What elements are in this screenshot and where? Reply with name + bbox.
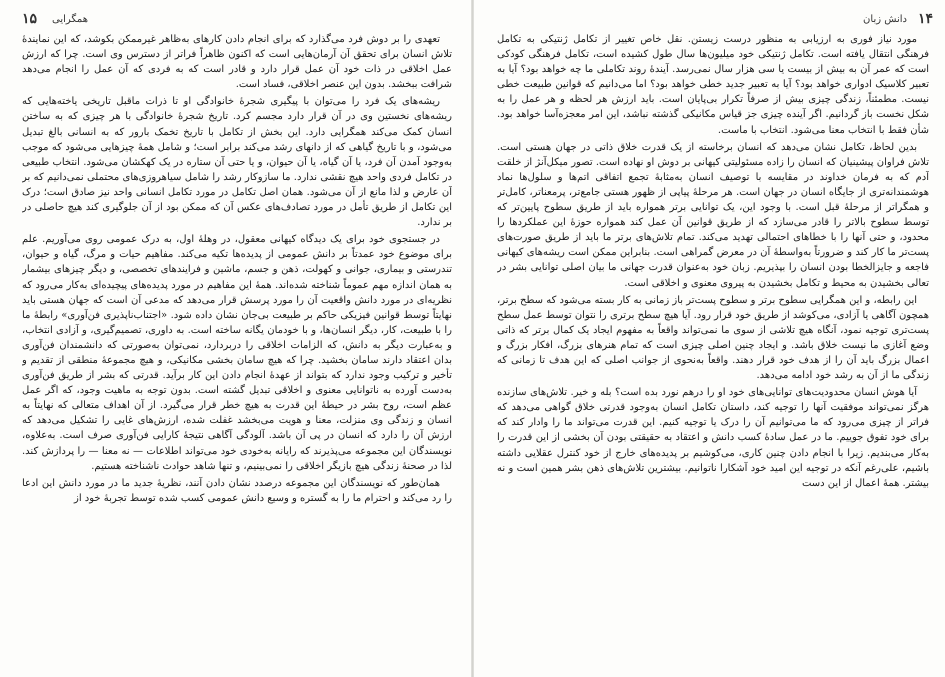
left-paragraph-4: همان‌طور که نویسندگان این مجموعه درصدد نشان دادن آنند، نظریهٔ جدید ما در مورد دانش این ادعا را رد می‌کند و احترام ما را به گستره و وسیع دانش عمومی کسب شده توسط تجربهٔ خود از bbox=[22, 477, 452, 504]
right-paragraph-3: این رابطه، و این همگرایی سطوح برتر و سطوح پست‌تر باز زمانی به کار بسته می‌شود که سطح برتر، همچون آگاهی یا آزادی، می‌کوشد از طریق خود قرار رود. آیا هیچ سطح برتری را نتوان توسط عمل سطح پست‌تری توجیه نمود، آنگاه هیچ تلاشی از سوی ما نمی‌تواند واقعاً به مفهوم ایجاد یک کمال برتر که ذاتی وضع آغازی ما نیست خلاق باشد. و ایجاد چنین اصلی چیزی است که تمام هنرهای بزرگ، افکار بزرگ و اعمال بزرگ باید آن را از هدف خود قرار دهند. واقعاً به‌نحوی از جوانب اصلی که این هدف تا زمانی که زندگی ما از آن به رشد خود ادامه می‌دهد. bbox=[497, 294, 929, 382]
right-page-number: ۱۴ bbox=[917, 11, 933, 27]
right-paragraph-2: بدین لحاظ، تکامل نشان می‌دهد که انسان برخاسته از یک قدرت خلاق ذاتی در جهان هستی است. تلاش فراوان پیشینیان که انسان را زاده مسئولیتی کیهانی بر دوش او نهاده است. تصور میکل‌آنژ از خلقت آدم که به فرمان خداوند در مقایسه با توصیف انسان به‌مثابهٔ تجمع اتفاقی اتم‌ها و سلول‌ها نماد هوشمندانه‌تری از جایگاه انسان در جهان است. هر مرحلهٔ پیاپی از ظهور هستی جامع‌تر، پرمعناتر، کامل‌تر و همگراتر از مرحلهٔ قبل است. با وجود این، یک توانایی برتر همواره باید از طریق سطوح پایین‌تر که توسط سطوح بالاتر را قادر می‌سازد که از طریق قوانین آن عمل کند همواره حوزهٔ این عملکردها را محدود، و حتی آنها را با خطاهای احتمالی تهدید می‌کند. تمام تلاش‌های برتر ما باید از طریق صورت‌های پست‌تر ما کار کند و ضرورتاً به‌واسطهٔ آن در معرض گمراهی است. بنابراین ممکن است ریشه‌های کیهانی فاجعه و جایزالخطا بودن انسان را بپذیریم. زبان خود به‌عنوان قدرت جهانی ما بیان اصلی توانایی بشر در تعالی بخشیدن به محیط و تکامل بخشیدن به پیروی معنوی و اخلاقی است. bbox=[497, 141, 929, 289]
right-running-head: دانش زبان bbox=[863, 14, 907, 25]
left-paragraph-3: در جستجوی خود برای یک دیدگاه کیهانی معقول، در وهلهٔ اول، به درک عمومی روی می‌آوریم. علم برای موضوع خود عمدتاً بر دانش عمومی از پدیده‌ها تکیه می‌کند. مفاهیم حیات و مرگ، گیاه و حیوان، تندرستی و بیماری، جوانی و کهولت، ذهن و جسم، ماشین و فرایندهای تخصصی، و دیگر چیزهای بیشمار به همان اندازه مهم عموماً شناخته شده‌اند. همهٔ این مفاهیم در مورد پدیده‌های پیچیده‌ای به‌کار می‌رود که نظریه‌ای در مورد دانش واقعیت آن را مورد پرسش قرار می‌دهد که مدعی آن است که جهان هستی باید نهایتاً توسط قوانین فیزیکی حاکم بر طبیعت بی‌جان نشان داده شود. «اجتناب‌ناپذیری فن‌آوری» رابطهٔ ما را با طبیعت، کار، دیگر انسان‌ها، و با خودمان یگانه ساخته است. به داوری، تصمیم‌گیری، و آزادی انتخاب، و به‌عبارت دیگر به دانش، که الزامات اخلاقی را دربردارد، نمی‌توان به‌صورتی که دانشمندان فن‌آوری بدان اعتقاد دارند سامان بخشید. چرا که هیچ سامان بخشی مکانیکی، و هیچ مجموعهٔ منطقی از تقدیم و تأخیر و ترکیب وجود ندارد که بتواند از عهدهٔ انجام دادن این کار برآید. قدرتی که بشر از طریق فن‌آوری به‌دست آورده به ناتوانایی معنوی و اخلاقی تبدیل گشته است. بدون توجه به ماهیت وجود، که اگر عمل عظم است، روح بشر در حیطهٔ این قدرت به هیچ خطر قرار می‌گیرد. از آن اهداف متعالی که نهایتاً به انسان و زندگی وی منزلت، معنا و هویت می‌بخشد غفلت شده، ارزش‌های غایی را تشکیل می‌دهد که ارزش آن را دارد که انسان در پی آن باشد. آلودگی آگاهی نتیجهٔ کارایی فن‌آوری صرف است. به‌علاوه، نویسندگان این مجموعه می‌پذیرند که رایانه به‌خودی خود می‌تواند اطلاعات — نه معنا — را پردازش کند. لذا در صحنهٔ زندگی هیچ بازیگر اخلاقی را نمی‌بینیم، و تنها شاهد حوادث ناشناخته هستیم. bbox=[22, 234, 452, 472]
right-page-body bbox=[497, 32, 929, 667]
left-paragraph-2: ریشه‌های یک فرد را می‌توان با پیگیری شجرهٔ خانوادگی او تا ذرات ماقبل تاریخی یاخته‌هایی که ریشه‌های نخستین وی در آن قرار دارد مجسم کرد. تاریخ شجرهٔ خانوادگی با هر چیزی که به ساختن انسان کمک می‌کند همگرایی دارد. این بخش از تکامل با تاریخ تخمک بارور که به انسانی بالغ تبدیل می‌شود، و با تاریخ گیاهی که از دانهای رشد می‌کند برابر است؛ و شامل همهٔ چیزهایی می‌شود که موجب به‌وجود آمدن آن فرد، یا آن گیاه، یا آن حیوان، و یا حتی آن ستاره در یک کهکشان می‌شود. انتخاب طبیعی در تکامل فردی واحد هیچ نقشی ندارد. ما سازوکار رشد را شامل سیاهروزی‌های محتملی نمی‌دانیم که بر آن عارض و لذا مانع از آن می‌شود. همان اصل تکامل در مورد تکامل انسانی واحد نیز صادق است؛ درک این تکامل از طریق تأمل در مورد تصادف‌های عکس آن که ممکن بود از آن جلوگیری کند هیچ حاصلی در بر ندارد. bbox=[22, 96, 452, 229]
right-page-header bbox=[487, 11, 933, 30]
book-gutter bbox=[471, 0, 474, 677]
left-paragraph-1: تعهدی را بر دوش فرد می‌گذارد که برای انجام دادن کارهای به‌ظاهر غیرممکن بکوشد، که این نمایندهٔ تلاش انسان برای تحقق آن آرمان‌هایی است که اکنون ظاهراً فراتر از دسترس وی است. چرا که ارزش عمل اخلاقی در ذات خود آن عمل قرار دارد و قادر است که به فردی که آن عمل را انجام می‌دهد شرافت ببخشد. بدون این عنصر اخلاقی، فساد است. bbox=[22, 34, 452, 91]
left-page bbox=[0, 0, 470, 677]
left-running-head: همگرایی bbox=[52, 14, 88, 25]
left-page-number: ۱۵ bbox=[22, 11, 38, 27]
right-paragraph-1: مورد نیاز فوری به ارزیابی به منظور درست زیستن. نقل خاص تغییر از تکامل ژنتیکی به تکامل فرهنگی انتقال یافته است. تکامل ژنتیکی خود میلیون‌ها سال طول کشیده است، تکامل فرهنگی کودکی است که عمر آن به بیش از بیست یا سی هزار سال نمی‌رسد. آیندهٔ روند تکاملی ما چه خواهد بود؟ آیا به تعبیر کلاسیک ادواری خواهد بود؟ آیا به تعبیر جدید خطی خواهد بود؟ اما می‌دانیم که قوانین طبیعت خطی نیست. مطمئناً، زندگی چیزی بیش از صرفاً تکرار بی‌پایان است. باید ارزش هر لحظه و هر عمل را به شکل نخست باز گردانیم. اگر آینده چیزی جز قیاس مکانیکی گذشته نباشد، این امر معجزه‌آسا خواهد بود. شأن فقط با انتخاب معنا می‌شود. انتخاب با ماست. bbox=[497, 34, 929, 136]
left-page-body bbox=[22, 32, 452, 667]
right-paragraph-4: آیا هوش انسان محدودیت‌های توانایی‌های خود او را درهم نورد بده است؟ بله و خیر. تلاش‌های سازنده هرگز نمی‌تواند موفقیت آنها را توجیه کند، داستان تکامل انسان به‌وجود قدرتی خلاق گواهی می‌دهد که فراتر از چیزی می‌رود که ما می‌توانیم آن را درک یا توجیه کنیم. این قدرت می‌تواند ما را وادار کند که برای خود تفوق جوییم. ما در عمل سادهٔ کسب دانش و اعتقاد به حقیقتی بودن آن بخشی از این قدرت را به‌کار می‌بندیم. زیرا با انجام دادن چنین کاری، می‌کوشیم بر پدیده‌های خارج از خود کنترل عقلایی داشته باشیم، علی‌رغم آنکه در توجیه این امید خود آشکارا ناتوانیم. بیشترین تلاش‌های ذهن بشر همین است و نه بیشتر. همهٔ اعمال از این دست bbox=[497, 387, 929, 489]
right-page bbox=[475, 0, 945, 677]
left-page-header bbox=[22, 11, 458, 30]
